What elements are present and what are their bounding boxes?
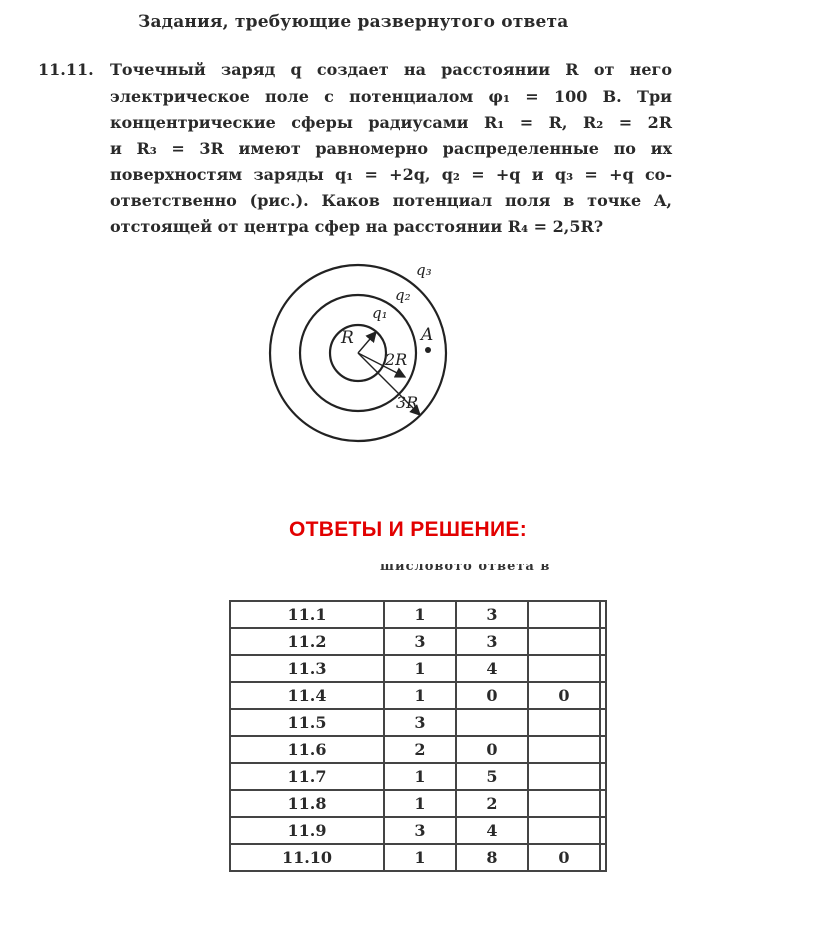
task-number-cell: 11.4 (230, 682, 384, 709)
answer-digit-cell: 2 (456, 790, 528, 817)
page-crop-right (612, 596, 632, 886)
radius-arrow-1 (358, 332, 376, 353)
page-crop-bottom (222, 878, 622, 948)
table-edge-cell (600, 736, 606, 763)
answer-digit-cell: 5 (456, 763, 528, 790)
point-a-dot (425, 347, 431, 353)
answer-digit-cell: 0 (456, 736, 528, 763)
table-row (230, 655, 606, 682)
problem-text-line: отстоящей от центра сфер на расстоянии R₄ = 2,5R? (110, 217, 604, 236)
answer-digit-cell: 2 (384, 736, 456, 763)
answers-title: ОТВЕТЫ И РЕШЕНИЕ: (289, 518, 527, 541)
problem-text-line: поверхностям заряды q₁ = +2q, q₂ = +q и q₃ = +q со- (110, 165, 672, 184)
table-row (230, 736, 606, 763)
problem-number: 11.11. (38, 60, 94, 79)
answer-digit-cell (528, 628, 600, 655)
answer-digit-cell: 0 (456, 682, 528, 709)
answer-digit-cell: 4 (456, 817, 528, 844)
answer-digit-cell: 3 (384, 628, 456, 655)
label-q1: q₁ (372, 304, 388, 322)
answer-digit-cell: 0 (528, 844, 600, 871)
table-edge-cell (600, 817, 606, 844)
problem-text-line: Точечный заряд q создает на расстоянии R от него (110, 60, 672, 79)
task-number-cell: 11.3 (230, 655, 384, 682)
answer-digit-cell (528, 736, 600, 763)
table-edge-cell (600, 628, 606, 655)
label-q2: q₂ (395, 286, 411, 304)
table-row (230, 682, 606, 709)
problem-text-line: концентрические сферы радиусами R₁ = R, R₂ = 2R (110, 113, 672, 132)
task-number-cell: 11.5 (230, 709, 384, 736)
table-row (230, 817, 606, 844)
answer-digit-cell (456, 709, 528, 736)
table-row (230, 709, 606, 736)
label-r2: 2R (385, 350, 408, 369)
answer-digit-cell: 1 (384, 763, 456, 790)
table-edge-cell (600, 655, 606, 682)
problem-text-line: ответственно (рис.). Каков потенциал поля в точке A, (110, 191, 672, 210)
table-edge-cell (600, 601, 606, 628)
table-row (230, 601, 606, 628)
answer-digit-cell: 3 (456, 628, 528, 655)
section-heading: Задания, требующие развернутого ответа (138, 12, 569, 32)
table-row (230, 790, 606, 817)
problem-text-line: и R₃ = 3R имеют равномерно распределенные по их (110, 139, 672, 158)
answer-digit-cell: 1 (384, 790, 456, 817)
table-edge-cell (600, 682, 606, 709)
answer-digit-cell: 1 (384, 601, 456, 628)
task-number-cell: 11.9 (230, 817, 384, 844)
table-row (230, 844, 606, 871)
task-number-cell: 11.10 (230, 844, 384, 871)
table-edge-cell (600, 844, 606, 871)
task-number-cell: 11.6 (230, 736, 384, 763)
answer-digit-cell: 8 (456, 844, 528, 871)
task-number-cell: 11.1 (230, 601, 384, 628)
answer-digit-cell: 3 (384, 709, 456, 736)
answer-digit-cell: 0 (528, 682, 600, 709)
cut-table-header-text: шисловото ответа в (380, 564, 551, 574)
label-r3: 3R (396, 393, 419, 412)
answer-digit-cell (528, 601, 600, 628)
label-r1: R (341, 328, 354, 348)
table-edge-cell (600, 790, 606, 817)
label-q3: q₃ (416, 261, 432, 279)
answer-digit-cell (528, 655, 600, 682)
answer-digit-cell (528, 790, 600, 817)
table-row (230, 763, 606, 790)
task-number-cell: 11.7 (230, 763, 384, 790)
table-row (230, 628, 606, 655)
answer-digit-cell: 1 (384, 844, 456, 871)
answer-digit-cell: 3 (384, 817, 456, 844)
answer-digit-cell (528, 817, 600, 844)
table-edge-cell (600, 763, 606, 790)
label-point-a: A (421, 325, 434, 345)
concentric-spheres-figure (255, 250, 475, 450)
task-number-cell: 11.2 (230, 628, 384, 655)
table-edge-cell (600, 709, 606, 736)
answer-digit-cell: 1 (384, 682, 456, 709)
answer-table (229, 600, 607, 872)
task-number-cell: 11.8 (230, 790, 384, 817)
answer-digit-cell: 1 (384, 655, 456, 682)
answer-digit-cell: 4 (456, 655, 528, 682)
answer-digit-cell (528, 709, 600, 736)
cut-table-header (380, 564, 612, 576)
answer-digit-cell (528, 763, 600, 790)
problem-text-line: электрическое поле с потенциалом φ₁ = 100 В. Три (110, 87, 672, 106)
answer-digit-cell: 3 (456, 601, 528, 628)
